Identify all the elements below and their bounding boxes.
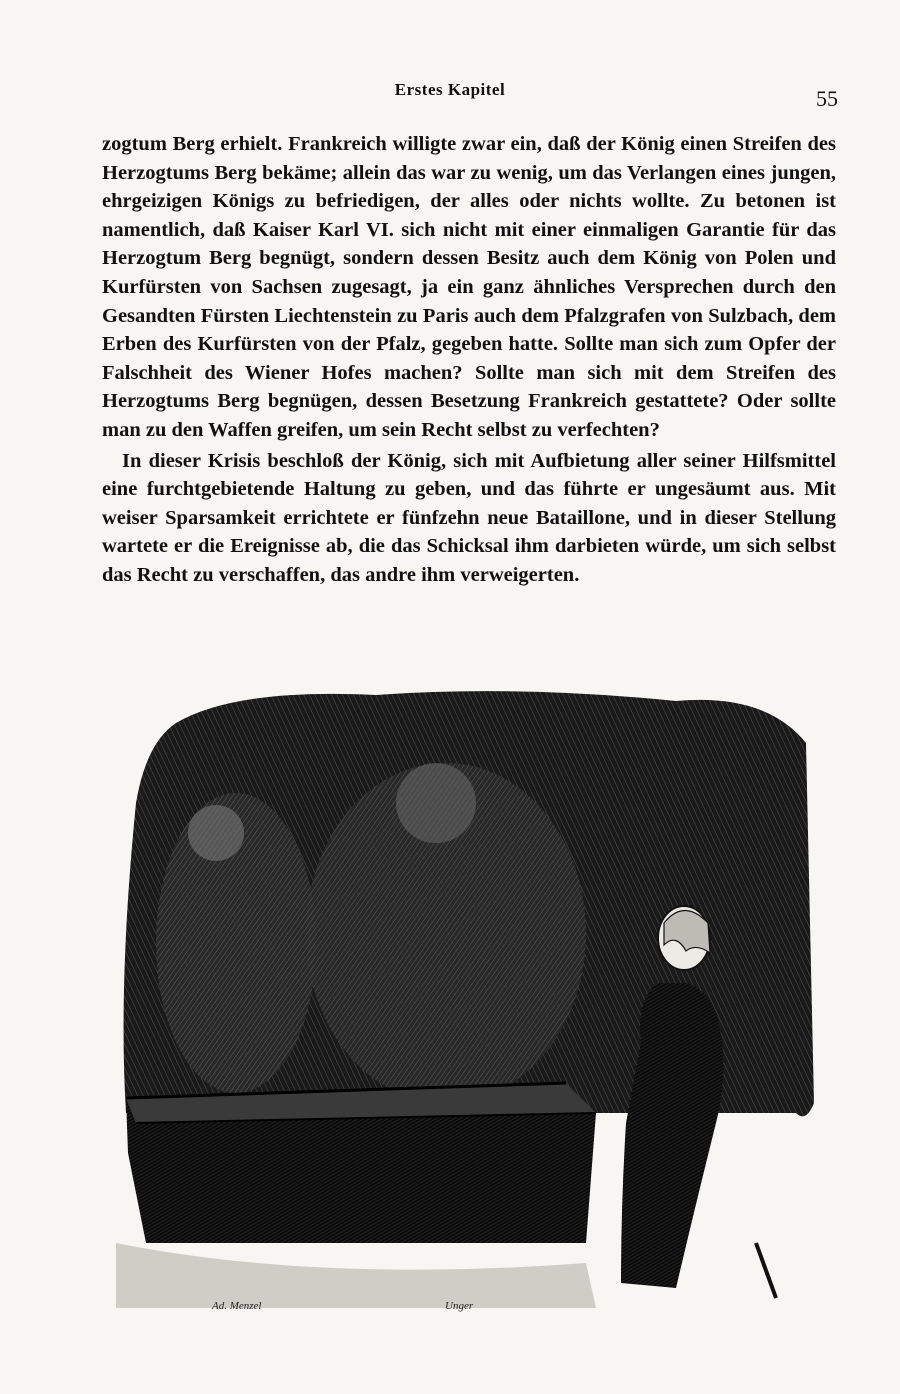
paragraph-1: zogtum Berg erhielt. Frankreich willigte zwar ein, daß der König einen Streifen des Herzogtums Berg bekäme; allein das war zu wenig, um das Verlangen eines jungen, ehrgeizigen Königs zu befriedigen, der alles oder nichts wollte. Zu betonen ist namentlich, daß Kaiser Karl VI. sich nicht mit einer einmaligen Garantie für das Herzogtum Berg begnügt, sondern dessen Besitz auch dem König von Polen und Kurfürsten von Sachsen zugesagt, ja ein ganz ähnliches Versprechen durch den Gesandten Fürsten Liechtenstein zu Paris auch dem Pfalzgrafen von Sulzbach, dem Erben des Kurfürsten von der Pfalz, gegeben hatte. Sollte man sich zum Opfer der Falschheit des Wiener Hofes machen? Sollte man sich mit dem Streifen des Herzogtums Berg begnügen, dessen Besetzung Frankreich gestattete? Oder sollte man zu den Waffen greifen, um sein Recht selbst zu verfechten? [102, 133, 836, 441]
artist-signature: Ad. Menzel [212, 1300, 262, 1312]
engraving-drawing [116, 683, 816, 1315]
body-text [102, 130, 836, 590]
engraver-signature: Unger [445, 1300, 474, 1312]
page-number: 55 [816, 86, 838, 111]
paragraph-2: In dieser Krisis beschloß der König, sich mit Aufbietung aller seiner Hilfsmittel eine furchtgebietende Haltung zu geben, und das führte er ungesäumt aus. Mit weiser Sparsamkeit errichtete er fünfzehn neue Bataillone, und in dieser Stellung wartete er die Ereignisse ab, die das Schicksal ihm darbieten würde, um sich selbst das Recht zu verschaffen, das andre ihm verweigerten. [102, 449, 836, 586]
engraving-illustration [116, 683, 816, 1315]
running-head: Erstes Kapitel [394, 80, 506, 99]
